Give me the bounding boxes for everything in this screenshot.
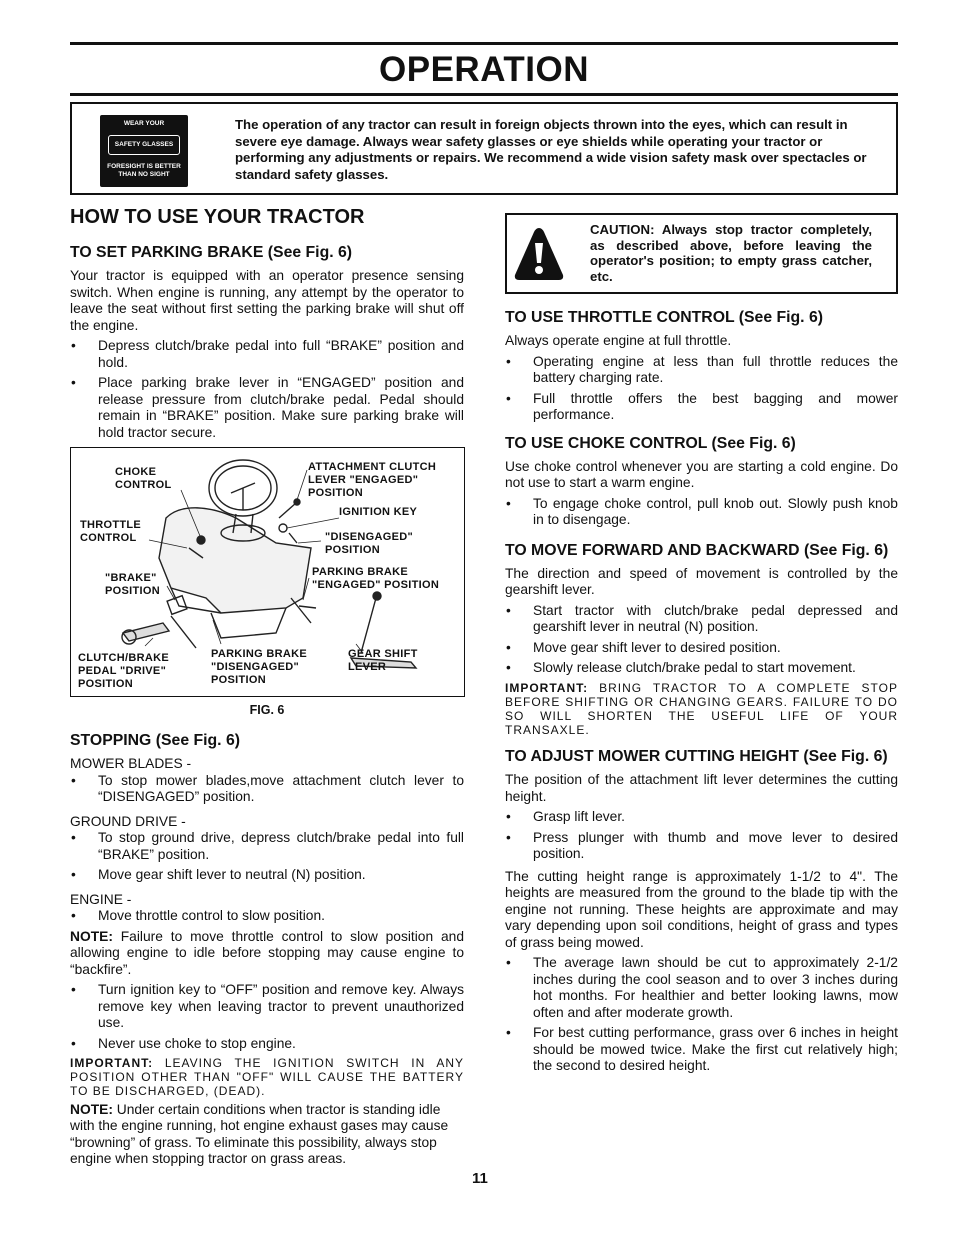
note-backfire <box>70 929 464 979</box>
figure-6-diagram <box>70 447 465 697</box>
label-attachment-clutch: ATTACHMENT CLUTCH LEVER "ENGAGED" POSITION <box>308 461 437 499</box>
safety-warning-box <box>70 102 898 195</box>
list-item: • Depress clutch/brake pedal into full “BRAKE” position and hold. <box>70 338 464 371</box>
cutting-height-heading: TO ADJUST MOWER CUTTING HEIGHT (See Fig. 6) <box>505 748 888 766</box>
important-text: BRING TRACTOR TO A COMPLETE STOP BEFORE SHIFTING OR CHANGING GEARS. FAILURE TO DO SO WILL SHORTEN THE USEFUL LIFE OF YOUR TRANSAXLE. <box>505 680 898 738</box>
note-browning <box>70 1102 464 1168</box>
caution-text: CAUTION: Always stop tractor completely, as described above, before leaving the operator's position; to empty grass catcher, etc. <box>590 222 872 284</box>
label-clutch-brake-pedal: CLUTCH/BRAKE PEDAL "DRIVE" POSITION <box>78 652 169 690</box>
page-title: OPERATION <box>379 50 589 89</box>
label-parking-brake-disengaged: PARKING BRAKE "DISENGAGED" POSITION <box>211 648 307 686</box>
label-parking-brake-engaged: PARKING BRAKE "ENGAGED" POSITION <box>312 566 440 591</box>
label-disengaged-position: "DISENGAGED" POSITION <box>325 531 413 556</box>
parking-brake-heading: TO SET PARKING BRAKE (See Fig. 6) <box>70 244 353 261</box>
throttle-list <box>505 354 898 424</box>
engine-list <box>70 908 464 925</box>
list-item: • Press plunger with thumb and move lever to desired position. <box>505 830 898 863</box>
section-title: HOW TO USE YOUR TRACTOR <box>70 206 365 228</box>
header-rule-bottom <box>70 93 898 96</box>
list-item: • Never use choke to stop engine. <box>70 1036 464 1053</box>
throttle-heading: TO USE THROTTLE CONTROL (See Fig. 6) <box>505 309 824 326</box>
list-item: • For best cutting performance, grass over 6 inches in height should be mowed twice. Make the first cut relatively high; the second to desired height. <box>505 1025 898 1075</box>
engine-label: ENGINE - <box>70 891 132 907</box>
label-throttle-control: THROTTLE CONTROL <box>80 519 142 544</box>
ground-drive-list <box>70 830 464 884</box>
list-item: • Move gear shift lever to desired position. <box>505 640 898 657</box>
forward-list <box>505 603 898 677</box>
list-item: • Move gear shift lever to neutral (N) position. <box>70 867 464 884</box>
safety-warning-text: The operation of any tractor can result in foreign objects thrown into the eyes, which can result in severe eye damage. Always wear safety glasses or eye shields while operating your tractor or performing any adjustments or repairs. We recommend a wide vision safety mask over spectacles or standard safety glasses. <box>235 117 867 182</box>
label-brake-position: "BRAKE" POSITION <box>105 572 160 597</box>
list-item: • Operating engine at less than full throttle reduces the battery charging rate. <box>505 354 898 387</box>
parking-brake-intro: Your tractor is equipped with an operator presence sensing switch. When engine is running, any attempt by the operator to leave the seat without first setting the parking brake will shut off the engine. <box>70 268 464 333</box>
important-label: IMPORTANT: <box>70 1056 154 1070</box>
choke-list <box>505 496 898 529</box>
list-item: • To stop ground drive, depress clutch/brake pedal into full “BRAKE” position. <box>70 830 464 863</box>
list-item: • Turn ignition key to “OFF” position and remove key. Always remove key when leaving tractor to prevent unauthorized use. <box>70 982 464 1032</box>
badge-bottom-text: FORESIGHT IS BETTER THAN NO SIGHT <box>107 163 181 178</box>
choke-heading: TO USE CHOKE CONTROL (See Fig. 6) <box>505 434 796 452</box>
forward-intro: The direction and speed of movement is controlled by the gearshift lever. <box>505 565 898 597</box>
label-choke-control: CHOKE CONTROL <box>115 466 172 491</box>
important-gears <box>505 681 898 738</box>
right-column <box>505 213 898 1079</box>
important-label: IMPORTANT: <box>505 680 589 695</box>
parking-brake-list <box>70 338 464 441</box>
header-rule-top <box>70 42 898 45</box>
label-ignition-key: IGNITION KEY <box>339 506 418 518</box>
list-item: • The average lawn should be cut to approximately 2-1/2 inches during the cool season and to over 3 inches during hot months. For healthier and better looking lawns, mow often and after moderate growth. <box>505 955 898 1021</box>
note-label: NOTE: <box>70 928 113 944</box>
ignition-list <box>70 982 464 1052</box>
warning-triangle-icon <box>513 225 565 283</box>
list-item: • Start tractor with clutch/brake pedal depressed and gearshift lever in neutral (N) position. <box>505 603 898 636</box>
list-item: • To stop mower blades,move attachment clutch lever to “DISENGAGED” position. <box>70 773 464 806</box>
list-item: • Slowly release clutch/brake pedal to start movement. <box>505 660 898 677</box>
left-column <box>70 206 464 1168</box>
cutting-list <box>505 809 898 863</box>
mower-blades-label: MOWER BLADES - <box>70 756 192 771</box>
list-item: • Full throttle offers the best bagging and mower performance. <box>505 391 898 424</box>
ground-drive-label: GROUND DRIVE - <box>70 813 186 829</box>
important-text: LEAVING THE IGNITION SWITCH IN ANY POSITION OTHER THAN "OFF" WILL CAUSE THE BATTERY TO BE DISCHARGED, (DEAD). <box>70 1056 464 1099</box>
stopping-heading: STOPPING (See Fig. 6) <box>70 732 241 749</box>
figure-caption: FIG. 6 <box>249 703 285 717</box>
label-gear-shift-lever: GEAR SHIFT LEVER <box>348 648 418 673</box>
list-item: • Move throttle control to slow position. <box>70 908 464 925</box>
list-item: • To engage choke control, pull knob out. Slowly push knob in to disengage. <box>505 496 898 529</box>
caution-box <box>505 213 898 294</box>
choke-intro: Use choke control whenever you are starting a cold engine. Do not use to start a warm engine. <box>505 458 898 490</box>
note-label: NOTE: <box>70 1101 113 1117</box>
cutting-range-text: The cutting height range is approximately 1-1/2 to 4". The heights are measured from the ground to the blade tip with the engine not running. These heights are approximate and may vary depending upon soil conditions, height of grass and types of grass being mowed. <box>505 868 898 950</box>
important-ignition <box>70 1056 464 1099</box>
mower-blades-list <box>70 773 464 806</box>
cutting-intro: The position of the attachment lift lever determines the cutting height. <box>505 772 898 804</box>
forward-backward-heading: TO MOVE FORWARD AND BACKWARD (See Fig. 6) <box>505 541 889 559</box>
note-text: Under certain conditions when tractor is standing idle with the engine running, hot engine exhaust gases may cause “browning” of grass. To eliminate this possibility, always stop engine when stopping tractor on grass areas. <box>70 1101 449 1167</box>
note-text: Failure to move throttle control to slow position and allowing engine to idle before stopping may cause engine to “backfire”. <box>70 928 464 977</box>
cutting-tips-list <box>505 955 898 1075</box>
badge-top-text: WEAR YOUR <box>123 120 165 127</box>
throttle-intro: Always operate engine at full throttle. <box>505 333 732 348</box>
badge-mid-text: SAFETY GLASSES <box>108 135 180 155</box>
list-item: • Grasp lift lever. <box>505 809 898 826</box>
list-item: • Place parking brake lever in “ENGAGED” position and release pressure from clutch/brake pedal. Pedal should remain in “BRAKE” position. Make sure parking brake will hold tractor secure. <box>70 375 464 441</box>
safety-glasses-icon <box>100 115 188 187</box>
page-number: 11 <box>472 1170 488 1187</box>
